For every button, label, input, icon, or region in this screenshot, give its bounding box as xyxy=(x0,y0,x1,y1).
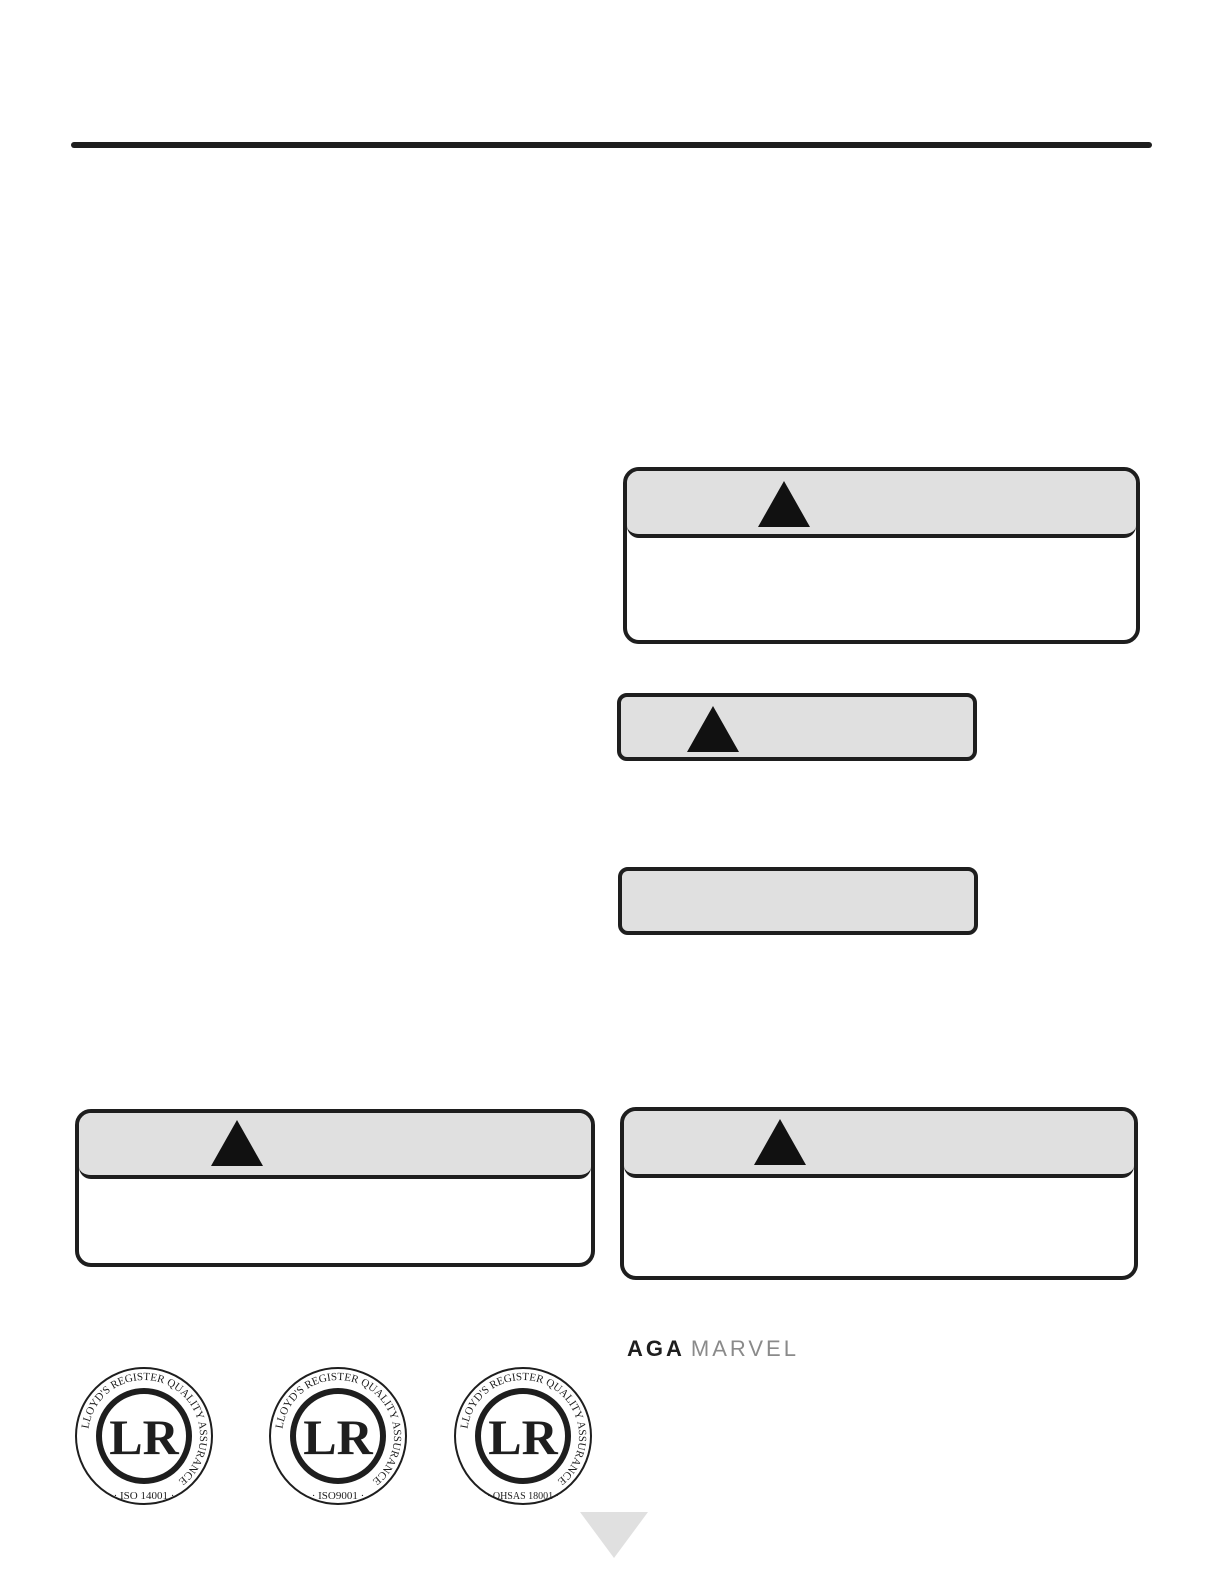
seal-monogram: LR xyxy=(303,1409,373,1465)
warning-triangle-icon xyxy=(754,1119,806,1165)
brand-aga: AGA xyxy=(627,1336,685,1361)
down-arrow-icon xyxy=(580,1512,648,1558)
seal-ring-text: LLOYD'S REGISTER QUALITY ASSURANCE xyxy=(458,1370,589,1488)
seal-monogram: LR xyxy=(109,1409,179,1465)
warning-triangle-icon xyxy=(758,481,810,527)
seal-standard: · ISO9001 · xyxy=(311,1490,365,1502)
warning-box-header xyxy=(79,1113,591,1179)
seal-standard: · ISO 14001 · xyxy=(113,1490,175,1502)
notice-banner xyxy=(618,867,978,935)
warning-box-3 xyxy=(620,1107,1138,1280)
seal-ring-text: LLOYD'S REGISTER QUALITY ASSURANCE xyxy=(79,1370,210,1488)
brand-logo xyxy=(627,1336,799,1362)
warning-box-header xyxy=(624,1111,1134,1178)
lloyds-register-seal xyxy=(452,1365,594,1507)
warning-banner xyxy=(617,693,977,761)
top-rule xyxy=(71,142,1152,148)
warning-box-header xyxy=(627,471,1136,538)
warning-triangle-icon xyxy=(211,1120,263,1166)
lloyds-register-seal xyxy=(73,1365,215,1507)
warning-box-2 xyxy=(75,1109,595,1267)
lloyds-register-seal xyxy=(267,1365,409,1507)
warning-triangle-icon xyxy=(687,706,739,752)
warning-box-1 xyxy=(623,467,1140,644)
seal-monogram: LR xyxy=(488,1409,558,1465)
brand-marvel: MARVEL xyxy=(690,1336,799,1361)
seal-standard: · OHSAS 18001 · xyxy=(487,1491,559,1502)
seal-ring-text: LLOYD'S REGISTER QUALITY ASSURANCE xyxy=(273,1370,404,1488)
